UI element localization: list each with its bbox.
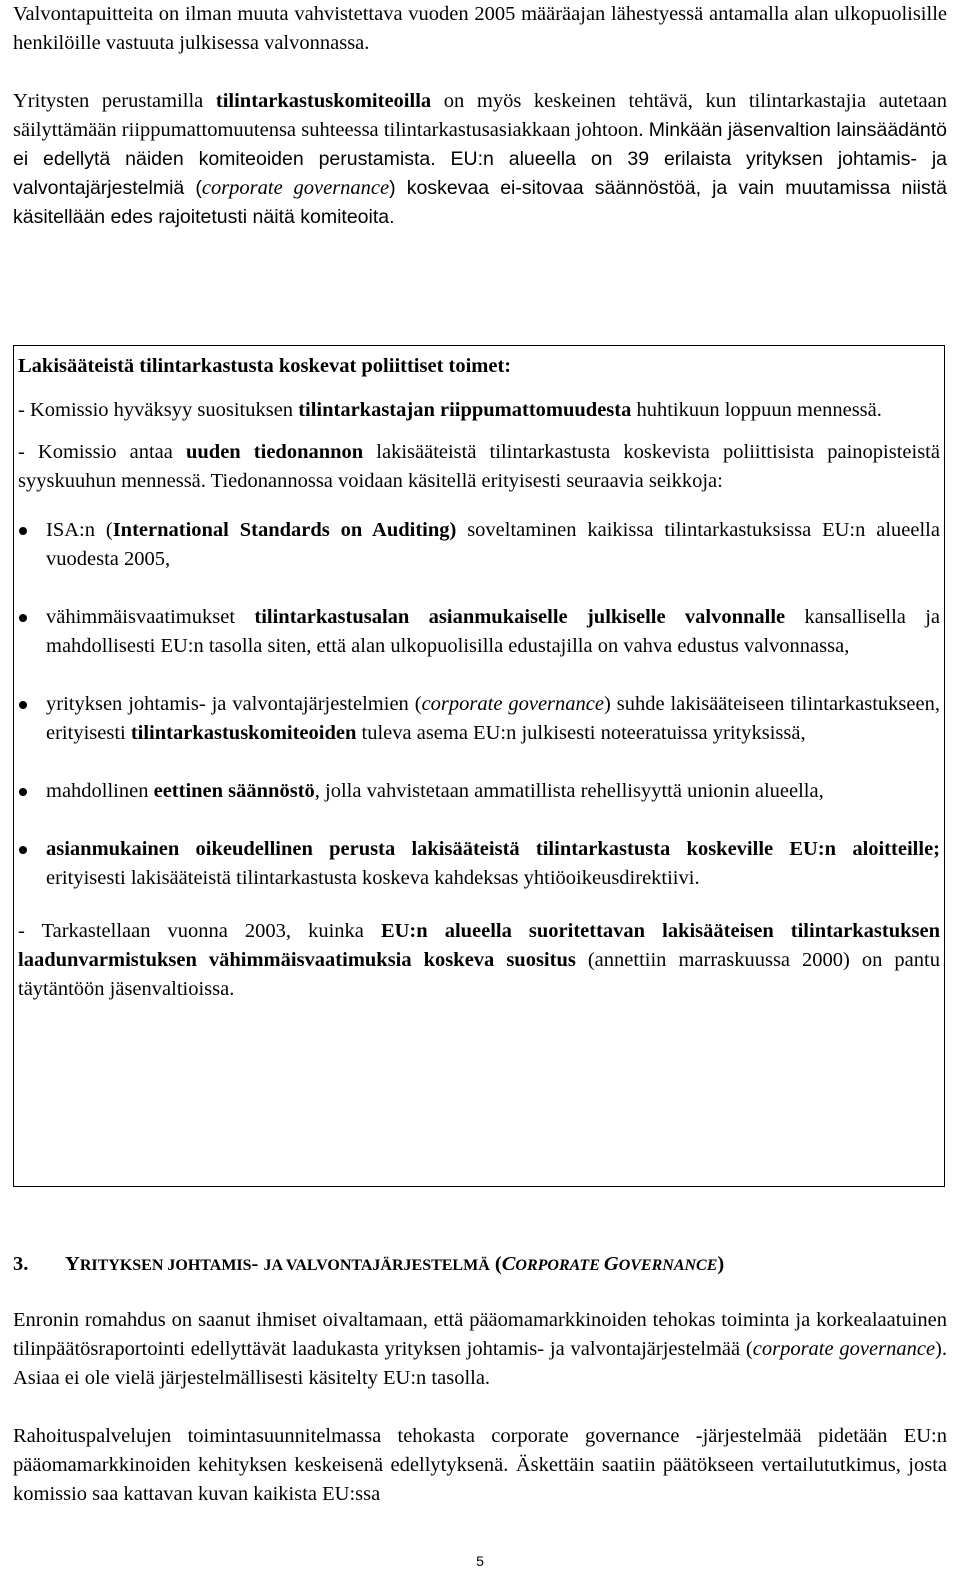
bullet-icon: [19, 788, 27, 796]
box-title: Lakisääteistä tilintarkastusta koskevat poliittiset toimet:: [18, 355, 512, 377]
bullet-list: [18, 516, 940, 893]
box-item-2: - Komissio antaa uuden tiedonannon lakisääteistä tilintarkastusta koskevista poliittisista painopisteistä syyskuuhun mennessä. Tiedonannossa voidaan käsitellä erityisesti seuraavia seikkoja:: [18, 441, 940, 492]
list-item: asianmukainen oikeudellinen perusta lakisääteistä tilintarkastusta koskeville EU:n aloitteille; erityisesti lakisääteistä tilintarkastusta koskeva kahdeksas yhtiöoikeusdirektiivi.: [18, 835, 940, 893]
policy-actions-box: [13, 345, 945, 1187]
list-item: vähimmäisvaatimukset tilintarkastusalan asianmukaiselle julkiselle valvonnalle kansallisella ja mahdollisesti EU:n tasolla siten, että alan ulkopuolisilla edustajilla on vahva edustus valvonnassa,: [18, 603, 940, 661]
section-number: 3.: [13, 1253, 29, 1275]
bullet-icon: [19, 846, 27, 854]
list-item: ISA:n (International Standards on Auditing) soveltaminen kaikissa tilintarkastuksissa EU:n alueella vuodesta 2005,: [18, 516, 940, 574]
bullet-icon: [19, 527, 27, 535]
list-item: yrityksen johtamis- ja valvontajärjestelmien (corporate governance) suhde lakisääteiseen tilintarkastukseen, erityisesti tilintarkastuskomiteoiden tuleva asema EU:n julkisesti noteeratuissa yrityksissä,: [18, 690, 940, 748]
section-paragraph-1: Enronin romahdus on saanut ihmiset oivaltamaan, että pääomamarkkinoiden tehokas toiminta ja korkealaatuinen tilinpäätösraportointi edellyttävät laadukasta yrityksen johtamis- ja valvontajärjestelmää (corporate governance). Asiaa ei ole vielä järjestelmällisesti käsitelty EU:n tasolla.: [13, 1309, 947, 1389]
intro-section: [13, 0, 947, 232]
intro-paragraph-2: Yritysten perustamilla tilintarkastuskomiteoilla on myös keskeinen tehtävä, kun tilintarkastajia autetaan säilyttämään riippumattomuutensa suhteessa tilintarkastusasiakkaan johtoon. Minkään jäsenvaltion lainsäädäntö ei edellytä näiden komiteoiden perustamista. EU:n alueella on 39 erilaista yrityksen johtamis- ja valvontajärjestelmiä (corporate governance) koskevaa ei-sitovaa säännöstöä, ja vain muutamissa niistä käsitellään edes rajoitetusti näitä komiteoita.: [13, 90, 947, 228]
box-item-1: - Komissio hyväksyy suosituksen tilintarkastajan riippumattomuudesta huhtikuun loppuun mennessä.: [18, 399, 882, 421]
page-number: 5: [476, 1553, 484, 1569]
bullet-icon: [19, 701, 27, 709]
section-heading: 3. YRITYKSEN JOHTAMIS- JA VALVONTAJÄRJESTELMÄ (CORPORATE GOVERNANCE): [13, 1250, 724, 1280]
list-item: mahdollinen eettinen säännöstö, jolla vahvistetaan ammatillista rehellisyyttä unionin alueella,: [18, 777, 940, 806]
bullet-icon: [19, 614, 27, 622]
box-item-3: - Tarkastellaan vuonna 2003, kuinka EU:n alueella suoritettavan lakisääteisen tilintarkastuksen laadunvarmistuksen vähimmäisvaatimuksia koskeva suositus (annettiin marraskuussa 2000) on pantu täytäntöön jäsenvaltioissa.: [18, 920, 941, 1000]
intro-paragraph-1: Valvontapuitteita on ilman muuta vahvistettava vuoden 2005 määräajan lähestyessä antamalla alan ulkopuolisille henkilöille vastuuta julkisessa valvonnassa.: [13, 3, 947, 54]
section-body: [13, 1306, 947, 1509]
section-paragraph-2: Rahoituspalvelujen toimintasuunnitelmassa tehokasta corporate governance -järjestelmää pidetään EU:n pääomamarkkinoiden kehityksen keskeisenä edellytyksenä. Äskettäin saatiin päätökseen vertailututkimus, josta komissio saa kattavan kuvan kaikista EU:ssa: [13, 1425, 947, 1505]
